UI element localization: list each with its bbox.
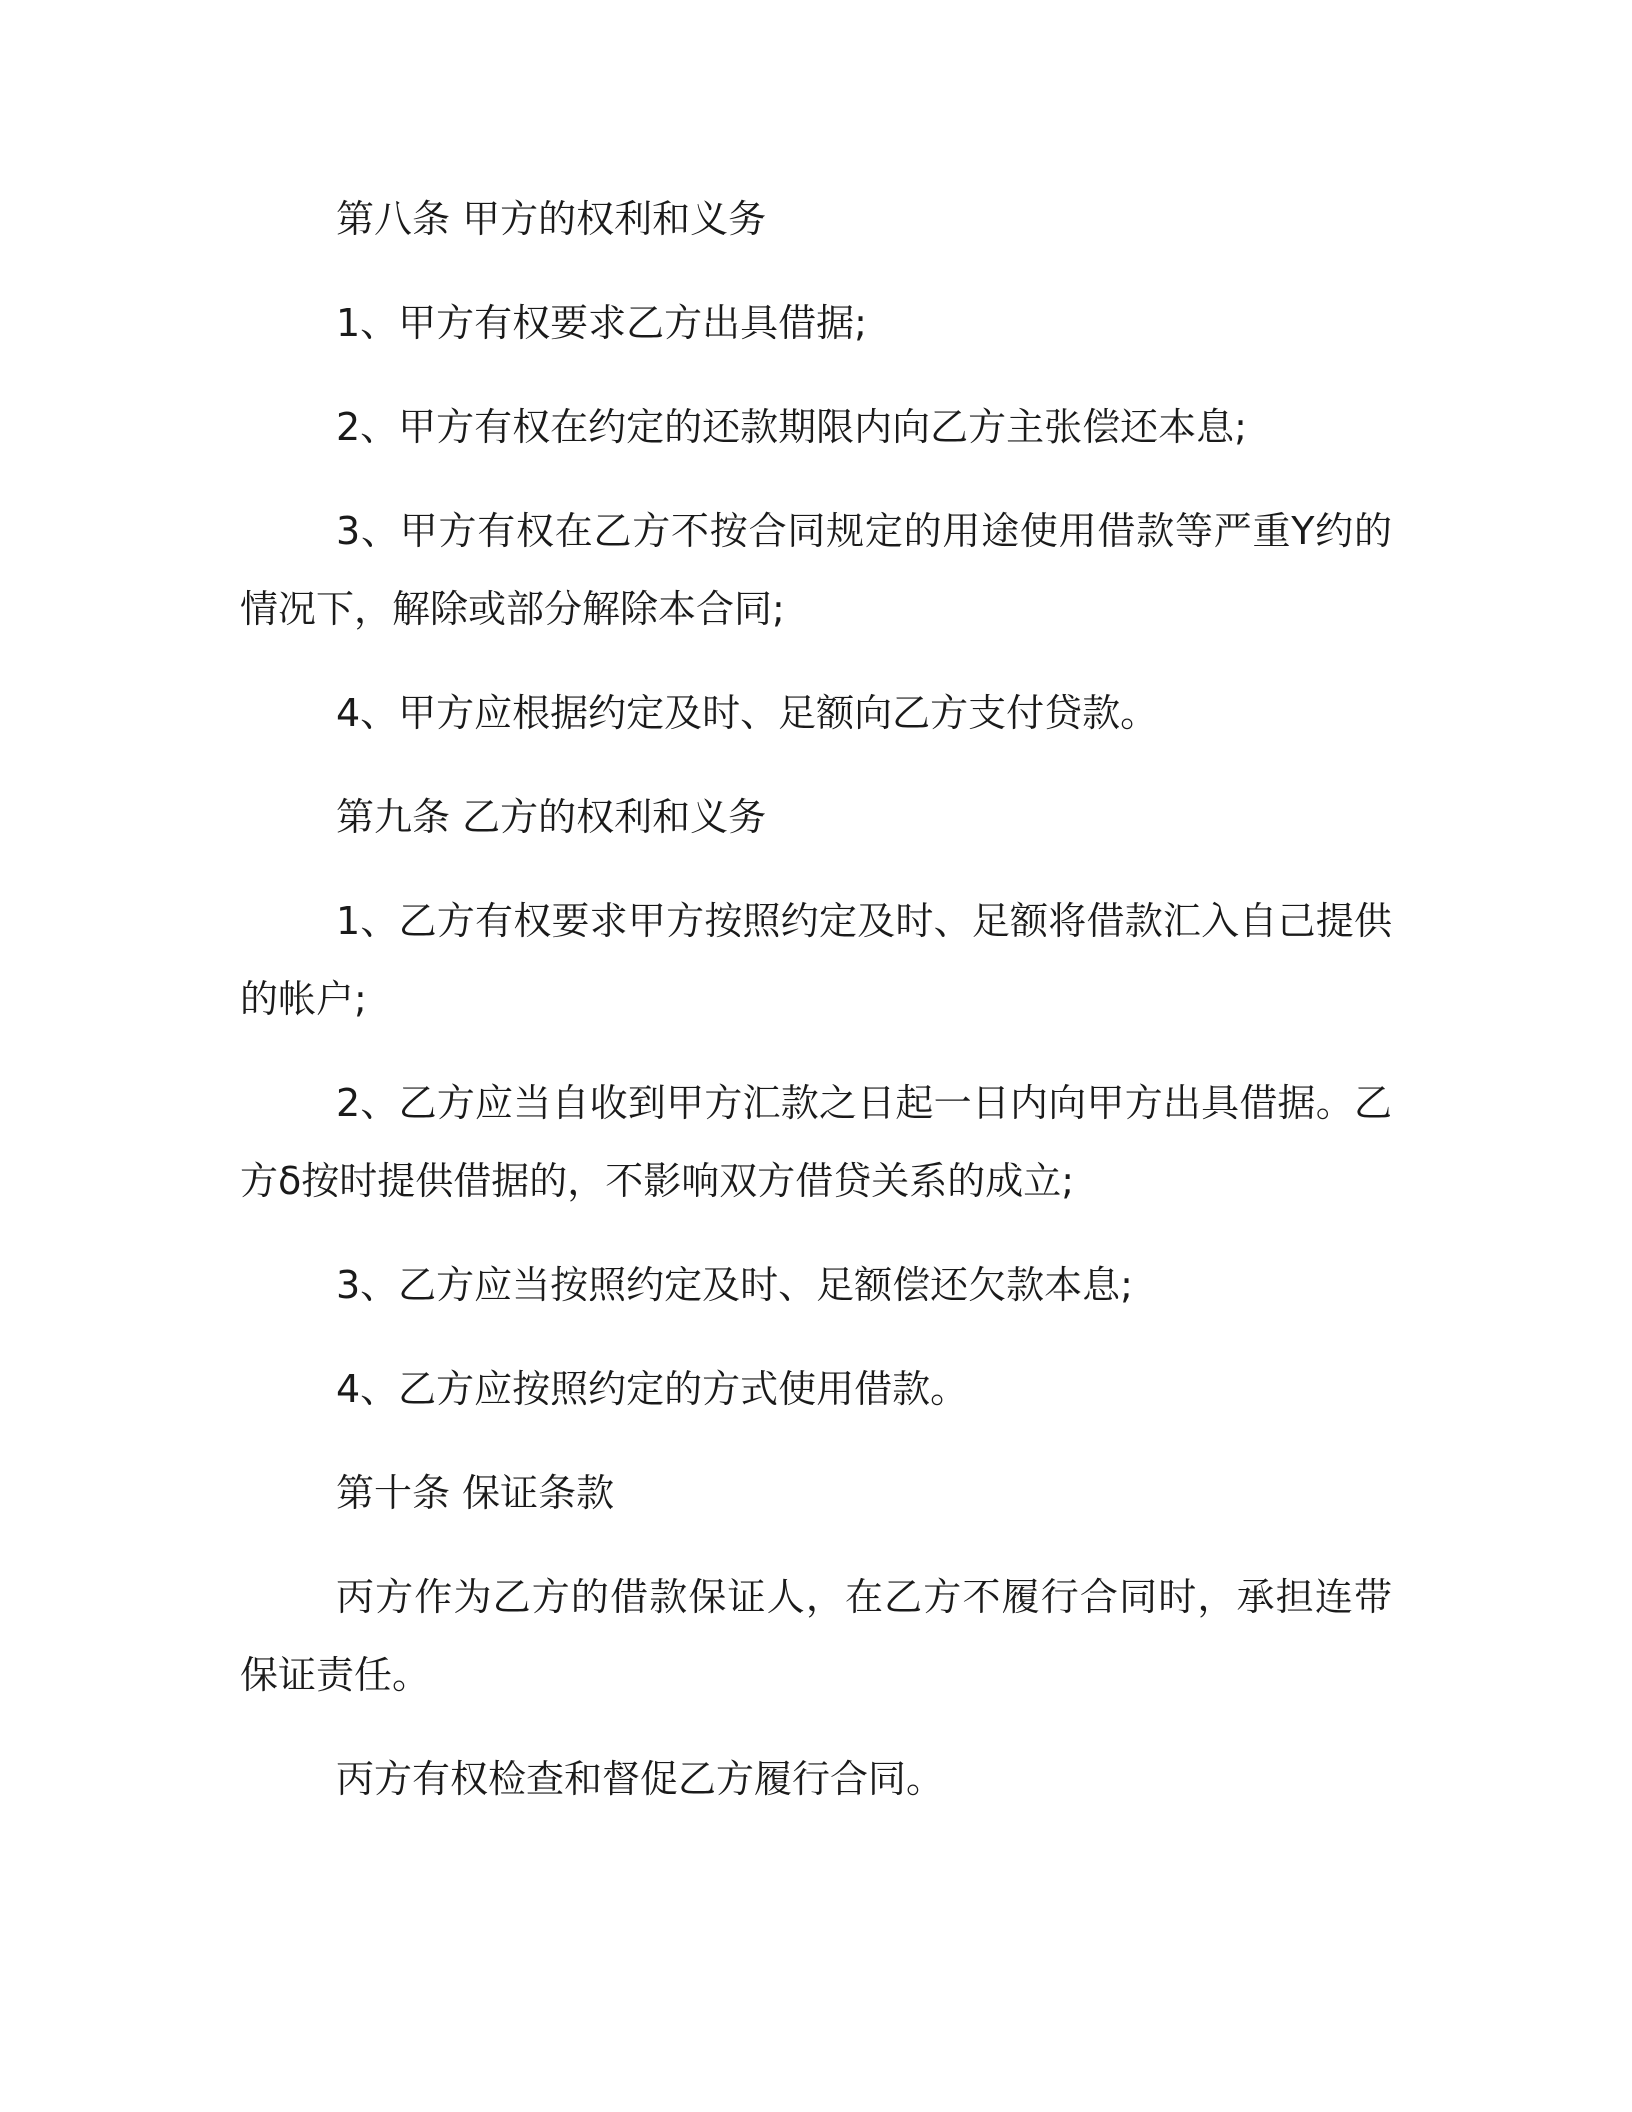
article-9-item-4: 4、乙方应按照约定的方式使用借款。 [336,1367,969,1411]
article-8-item-2: 2、甲方有权在约定的还款期限内向乙方主张偿还本息; [336,405,1247,449]
document-body [240,180,1392,1844]
article-8-item-4: 4、甲方应根据约定及时、足额向乙方支付贷款。 [336,691,1159,735]
article-8-item-3: 3、甲方有权在乙方不按合同规定的用途使用借款等严重Y约的情况下，解除或部分解除本合同; [240,509,1392,631]
article-10-clause-1: 丙方作为乙方的借款保证人，在乙方不履行合同时，承担连带保证责任。 [240,1575,1392,1697]
article-8-heading: 第八条 甲方的权利和义务 [336,197,767,241]
article-8-item-1: 1、甲方有权要求乙方出具借据; [336,301,867,345]
article-9-heading: 第九条 乙方的权利和义务 [336,795,767,839]
article-10-heading: 第十条 保证条款 [336,1471,615,1515]
article-9-item-3: 3、乙方应当按照约定及时、足额偿还欠款本息; [336,1263,1133,1307]
article-9-item-2: 2、乙方应当自收到甲方汇款之日起一日内向甲方出具借据。乙方δ按时提供借据的，不影响双方借贷关系的成立; [240,1081,1392,1203]
article-9-item-1: 1、乙方有权要求甲方按照约定及时、足额将借款汇入自己提供的帐户; [240,899,1392,1021]
article-10-clause-2: 丙方有权检查和督促乙方履行合同。 [336,1757,945,1801]
